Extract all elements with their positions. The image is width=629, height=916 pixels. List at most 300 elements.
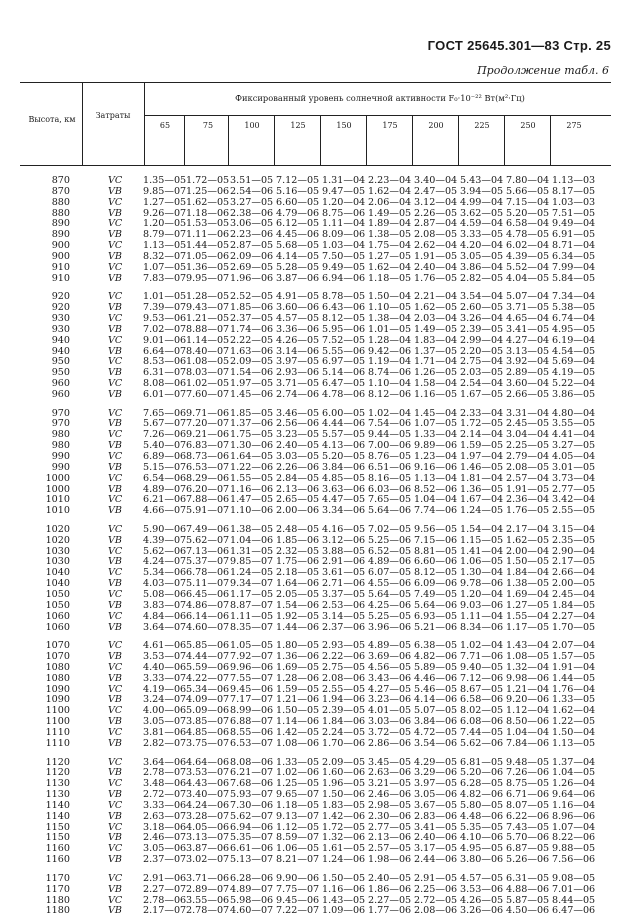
value-cell: 7.22—07	[276, 905, 320, 916]
value-cell: 2.54—04	[460, 378, 504, 390]
value-cell: 1.50—05	[276, 705, 320, 717]
value-cell: 1.84—04	[506, 567, 550, 579]
value-cell: 6.43—06	[322, 302, 366, 314]
value-cell: 2.87—05	[230, 240, 274, 252]
value-cell: 5.37—07	[186, 556, 230, 568]
value-cell: 3.31—04	[506, 407, 550, 419]
value-cell: 6.60—06	[414, 556, 458, 568]
value-cell: 9.96—06	[230, 661, 274, 673]
value-cell: 1.15—05	[460, 534, 504, 546]
value-cell: 3.40—07	[186, 789, 230, 801]
value-cell: 8.22—06	[552, 832, 596, 844]
flux-column-header: 125	[290, 121, 306, 130]
value-cell: 4.20—04	[460, 240, 504, 252]
altitude-cell: 1050	[45, 589, 70, 600]
value-cell: 2.26—05	[414, 207, 458, 219]
value-cell: 8.08—06	[230, 756, 274, 768]
value-cell: 6.71—06	[506, 789, 550, 801]
value-cell: 8.34—06	[460, 621, 504, 633]
value-cell: 6.53—07	[230, 737, 274, 749]
value-cell: 3.97—05	[414, 778, 458, 790]
value-cell: 4.89—05	[368, 640, 412, 652]
value-cell: 4.24—07	[143, 556, 187, 568]
value-cell: 2.93—06	[276, 367, 320, 379]
altitude-cell: 900	[51, 240, 70, 252]
value-cell: 1.13—05	[143, 240, 187, 252]
value-cell: 7.51—05	[552, 207, 596, 219]
value-cell: 1.44—05	[186, 240, 230, 252]
altitude-cell: 1030	[45, 556, 70, 568]
altitude-cell: 910	[51, 272, 70, 284]
value-cell: 1.76—04	[552, 683, 596, 695]
value-cell: 2.37—06	[322, 621, 366, 633]
value-cell: 2.55—05	[552, 505, 596, 517]
value-cell: 7.49—06	[186, 523, 230, 535]
value-cell: 1.22—05	[552, 716, 596, 728]
value-cell: 2.83—06	[414, 810, 458, 822]
cost-cell: VB	[108, 229, 122, 241]
altitude-cell: 1050	[45, 599, 70, 611]
value-cell: 1.72—05	[186, 175, 230, 186]
value-cell: 1.10—05	[368, 302, 412, 314]
value-cell: 1.04—04	[414, 494, 458, 506]
value-cell: 5.34—06	[186, 683, 230, 695]
value-cell: 1.49—05	[368, 207, 412, 219]
cost-cell: VB	[108, 323, 122, 335]
altitude-cell: 1060	[45, 621, 70, 633]
value-cell: 6.07—05	[368, 567, 412, 579]
cost-cell: VC	[108, 356, 123, 368]
value-cell: 7.00—06	[368, 440, 412, 452]
value-cell: 6.91—05	[552, 229, 596, 241]
value-cell: 2.93—05	[322, 640, 366, 652]
value-cell: 6.74—04	[552, 313, 596, 324]
value-cell: 2.24—05	[322, 727, 366, 738]
value-cell: 1.04—06	[230, 534, 274, 546]
value-cell: 6.58—04	[506, 218, 550, 230]
value-cell: 1.60—06	[322, 767, 366, 779]
value-cell: 4.14—05	[276, 250, 320, 262]
value-cell: 1.25—05	[276, 778, 320, 790]
value-cell: 2.39—05	[460, 323, 504, 335]
value-cell: 4.26—05	[460, 894, 504, 906]
value-cell: 7.17—07	[230, 694, 274, 706]
value-cell: 4.72—05	[414, 727, 458, 738]
altitude-cell: 1070	[45, 651, 70, 663]
value-cell: 3.03—05	[276, 451, 320, 462]
value-cell: 1.11—04	[460, 610, 504, 622]
value-cell: 1.37—05	[414, 345, 458, 357]
value-cell: 7.34—04	[552, 291, 596, 303]
cost-cell: VB	[108, 534, 122, 546]
value-cell: 7.65—06	[143, 407, 187, 419]
value-cell: 3.21—05	[368, 778, 412, 790]
value-cell: 2.45—05	[506, 418, 550, 430]
altitude-cell: 940	[51, 334, 70, 346]
cost-cell: VC	[108, 407, 123, 419]
cost-cell: VC	[108, 494, 123, 506]
value-cell: 1.41—04	[460, 545, 504, 557]
value-cell: 1.71—04	[414, 356, 458, 368]
value-cell: 1.27—05	[368, 250, 412, 262]
value-cell: 9.20—06	[506, 694, 550, 706]
altitude-cell: 1000	[45, 483, 70, 495]
value-cell: 5.62—06	[143, 545, 187, 557]
value-cell: 3.45—05	[368, 756, 412, 768]
value-cell: 9.48—05	[506, 756, 550, 768]
value-cell: 6.12—05	[276, 218, 320, 230]
value-cell: 8.35—07	[230, 621, 274, 633]
value-cell: 3.72—05	[368, 727, 412, 738]
value-cell: 4.60—07	[186, 621, 230, 633]
value-cell: 5.14—06	[322, 367, 366, 379]
value-cell: 6.31—07	[143, 367, 187, 379]
value-cell: 5.25—06	[368, 534, 412, 546]
value-cell: 2.20—05	[460, 345, 504, 357]
value-cell: 3.67—05	[414, 799, 458, 811]
value-cell: 3.51—05	[230, 175, 274, 186]
value-cell: 2.40—04	[414, 261, 458, 273]
value-cell: 3.27—05	[230, 196, 274, 208]
value-cell: 6.01—07	[143, 388, 187, 400]
value-cell: 8.78—05	[322, 291, 366, 303]
value-cell: 1.45—06	[230, 388, 274, 400]
value-cell: 2.03—04	[414, 313, 458, 324]
value-cell: 5.90—06	[143, 523, 187, 535]
value-cell: 2.84—05	[276, 472, 320, 484]
value-cell: 2.98—05	[368, 799, 412, 811]
value-cell: 3.05—06	[143, 843, 187, 855]
cost-cell: VC	[108, 640, 123, 652]
cost-cell: VC	[108, 894, 123, 906]
altitude-cell: 880	[51, 196, 70, 208]
value-cell: 2.40—06	[414, 832, 458, 844]
cost-cell: VB	[108, 767, 122, 779]
altitude-cell: 1100	[45, 705, 70, 717]
value-cell: 2.18—05	[276, 567, 320, 579]
value-cell: 3.60—06	[276, 302, 320, 314]
value-cell: 1.16—06	[322, 883, 366, 895]
cost-cell: VC	[108, 683, 123, 695]
value-cell: 2.87—04	[414, 218, 458, 230]
value-cell: 2.89—05	[506, 367, 550, 379]
value-cell: 3.12—06	[322, 534, 366, 546]
value-cell: 2.35—05	[552, 534, 596, 546]
value-cell: 4.10—06	[460, 832, 504, 844]
value-cell: 6.47—06	[552, 905, 596, 916]
value-cell: 7.68—06	[230, 778, 274, 790]
value-cell: 2.17—07	[143, 905, 187, 916]
cost-cell: VB	[108, 883, 122, 895]
value-cell: 5.35—05	[460, 821, 504, 833]
value-cell: 4.86—07	[186, 599, 230, 611]
value-cell: 2.05—05	[276, 589, 320, 600]
value-cell: 8.07—05	[506, 799, 550, 811]
value-cell: 5.93—07	[230, 789, 274, 801]
value-cell: 3.06—05	[230, 218, 274, 230]
value-cell: 1.75—04	[368, 240, 412, 252]
value-cell: 5.89—05	[414, 661, 458, 673]
value-cell: 4.25—06	[368, 599, 412, 611]
value-cell: 1.62—04	[552, 705, 596, 717]
value-cell: 6.78—06	[186, 567, 230, 579]
value-cell: 1.63—06	[230, 345, 274, 357]
value-cell: 1.13—05	[552, 737, 596, 749]
value-cell: 4.26—05	[276, 334, 320, 346]
altitude-cell: 990	[51, 461, 70, 473]
value-cell: 8.02—05	[460, 705, 504, 717]
value-cell: 2.08—06	[322, 672, 366, 684]
value-cell: 4.40—06	[143, 661, 187, 673]
altitude-cell: 1120	[45, 767, 70, 779]
flux-column-header: 75	[202, 121, 214, 130]
value-cell: 2.89—07	[186, 883, 230, 895]
value-cell: 7.92—07	[230, 651, 274, 663]
cost-cell: VB	[108, 185, 122, 197]
value-cell: 5.11—07	[186, 578, 230, 590]
value-cell: 7.15—04	[506, 196, 550, 208]
value-cell: 2.52—05	[230, 291, 274, 303]
cost-cell: VB	[108, 621, 122, 633]
value-cell: 2.22—06	[322, 651, 366, 663]
value-cell: 1.57—05	[552, 651, 596, 663]
value-cell: 1.11—05	[230, 610, 274, 622]
value-cell: 8.96—06	[552, 810, 596, 822]
value-cell: 2.09—05	[230, 356, 274, 368]
cost-cell: VC	[108, 589, 123, 600]
value-cell: 3.69—06	[368, 651, 412, 663]
value-cell: 2.37—07	[143, 854, 187, 866]
value-cell: 6.61—06	[230, 843, 274, 855]
value-cell: 3.14—05	[322, 610, 366, 622]
value-cell: 1.83—05	[322, 799, 366, 811]
value-cell: 2.75—04	[460, 356, 504, 368]
value-cell: 2.77—05	[368, 821, 412, 833]
altitude-cell: 1080	[45, 661, 70, 673]
value-cell: 1.42—05	[276, 727, 320, 738]
value-cell: 1.80—05	[276, 640, 320, 652]
altitude-cell: 900	[51, 250, 70, 262]
value-cell: 7.30—06	[230, 799, 274, 811]
value-cell: 5.43—04	[460, 175, 504, 186]
value-cell: 9.78—06	[460, 578, 504, 590]
value-cell: 7.26—06	[143, 429, 187, 441]
value-cell: 5.08—06	[143, 589, 187, 600]
value-cell: 2.78—07	[186, 905, 230, 916]
altitude-cell: 870	[51, 185, 70, 197]
flux-column-header: 250	[520, 121, 536, 130]
value-cell: 7.43—05	[506, 821, 550, 833]
value-cell: 9.16—06	[414, 461, 458, 473]
value-cell: 1.22—06	[230, 461, 274, 473]
value-cell: 1.28—04	[368, 334, 412, 346]
altitude-cell: 890	[51, 229, 70, 241]
value-cell: 5.20—05	[506, 207, 550, 219]
cost-cell: VC	[108, 313, 123, 324]
value-cell: 5.95—06	[322, 323, 366, 335]
cost-cell: VC	[108, 799, 123, 811]
value-cell: 1.81—04	[460, 472, 504, 484]
value-cell: 5.28—05	[276, 261, 320, 273]
value-cell: 6.34—05	[552, 250, 596, 262]
value-cell: 4.91—05	[276, 291, 320, 303]
value-cell: 1.20—04	[322, 196, 366, 208]
value-cell: 1.91—04	[552, 661, 596, 673]
value-cell: 9.85—07	[230, 556, 274, 568]
value-cell: 6.64—07	[143, 345, 187, 357]
value-cell: 1.92—05	[276, 610, 320, 622]
value-cell: 1.61—05	[322, 843, 366, 855]
value-cell: 1.38—05	[506, 578, 550, 590]
value-cell: 1.01—05	[368, 323, 412, 335]
value-cell: 1.12—04	[506, 705, 550, 717]
cost-cell: VC	[108, 291, 123, 303]
altitude-cell: 1160	[45, 843, 70, 855]
altitude-cell: 970	[51, 418, 70, 430]
value-cell: 4.89—06	[368, 556, 412, 568]
value-cell: 2.91—06	[143, 872, 187, 884]
cost-cell: VC	[108, 705, 123, 717]
value-cell: 1.91—05	[506, 483, 550, 495]
value-cell: 8.12—05	[414, 567, 458, 579]
value-cell: 1.50—05	[322, 872, 366, 884]
value-cell: 4.99—04	[460, 196, 504, 208]
cost-cell: VB	[108, 694, 122, 706]
value-cell: 4.13—06	[322, 440, 366, 452]
value-cell: 2.22—05	[230, 334, 274, 346]
value-cell: 3.53—07	[143, 651, 187, 663]
altitude-cell: 1130	[45, 789, 70, 801]
value-cell: 8.52—06	[414, 483, 458, 495]
value-cell: 4.16—05	[322, 523, 366, 535]
value-cell: 1.25—06	[186, 185, 230, 197]
value-cell: 3.23—05	[276, 429, 320, 441]
value-cell: 2.82—07	[143, 737, 187, 749]
value-cell: 8.40—07	[186, 345, 230, 357]
value-cell: 1.35—05	[143, 175, 187, 186]
value-cell: 3.54—06	[414, 737, 458, 749]
value-cell: 4.19—06	[143, 683, 187, 695]
value-cell: 1.02—05	[186, 378, 230, 390]
value-cell: 1.17—05	[506, 621, 550, 633]
value-cell: 1.07—05	[143, 261, 187, 273]
value-cell: 1.50—06	[322, 789, 366, 801]
altitude-cell: 1170	[45, 872, 70, 884]
value-cell: 5.64—06	[414, 599, 458, 611]
value-cell: 9.65—07	[276, 789, 320, 801]
value-cell: 1.62—04	[368, 185, 412, 197]
value-cell: 1.36—06	[276, 651, 320, 663]
value-cell: 5.34—06	[143, 567, 187, 579]
value-cell: 1.64—06	[276, 578, 320, 590]
value-cell: 2.37—05	[230, 313, 274, 324]
value-cell: 5.40—07	[143, 440, 187, 452]
value-cell: 9.43—07	[186, 302, 230, 314]
value-cell: 2.25—05	[506, 440, 550, 452]
value-cell: 4.03—07	[143, 578, 187, 590]
value-cell: 1.62—05	[506, 534, 550, 546]
value-cell: 8.73—06	[186, 451, 230, 462]
value-cell: 9.95—07	[186, 272, 230, 284]
altitude-cell: 1130	[45, 778, 70, 790]
cost-cell: VB	[108, 461, 122, 473]
altitude-cell: 990	[51, 451, 70, 462]
value-cell: 1.53—05	[186, 218, 230, 230]
value-cell: 4.66—07	[143, 505, 187, 517]
value-cell: 3.05—06	[414, 789, 458, 801]
value-cell: 1.13—03	[552, 175, 596, 186]
value-cell: 7.26—06	[506, 767, 550, 779]
value-cell: 5.16—05	[276, 185, 320, 197]
value-cell: 7.56—06	[552, 854, 596, 866]
value-cell: 1.33—04	[414, 429, 458, 441]
value-cell: 6.02—04	[506, 240, 550, 252]
value-cell: 4.41—04	[552, 429, 596, 441]
value-cell: 5.62—07	[230, 810, 274, 822]
value-cell: 4.88—06	[506, 883, 550, 895]
value-cell: 7.12—05	[276, 175, 320, 186]
value-cell: 7.75—07	[276, 883, 320, 895]
value-cell: 4.48—06	[460, 810, 504, 822]
value-cell: 2.27—05	[368, 894, 412, 906]
value-cell: 4.56—05	[368, 661, 412, 673]
cost-cell: VC	[108, 567, 123, 579]
value-cell: 9.45—06	[230, 683, 274, 695]
value-cell: 7.65—05	[368, 494, 412, 506]
value-cell: 4.44—07	[186, 651, 230, 663]
cost-cell: VC	[108, 545, 123, 557]
value-cell: 3.86—05	[552, 388, 596, 400]
value-cell: 1.13—04	[414, 472, 458, 484]
value-cell: 7.01—06	[552, 883, 596, 895]
altitude-cell: 960	[51, 388, 70, 400]
value-cell: 1.62—05	[186, 196, 230, 208]
value-cell: 9.34—07	[230, 578, 274, 590]
value-cell: 1.24—05	[230, 567, 274, 579]
value-cell: 5.07—05	[414, 705, 458, 717]
value-cell: 1.44—06	[276, 621, 320, 633]
value-cell: 3.71—05	[506, 302, 550, 314]
value-cell: 1.32—04	[506, 661, 550, 673]
value-cell: 4.59—04	[460, 218, 504, 230]
value-cell: 3.43—06	[368, 672, 412, 684]
value-cell: 3.37—05	[322, 589, 366, 600]
value-cell: 1.21—04	[506, 683, 550, 695]
value-cell: 4.05—06	[186, 821, 230, 833]
value-cell: 2.00—06	[276, 505, 320, 517]
value-cell: 4.65—04	[506, 313, 550, 324]
value-cell: 9.88—05	[552, 843, 596, 855]
value-cell: 1.62—05	[414, 302, 458, 314]
value-cell: 1.20—04	[460, 589, 504, 600]
cost-cell: VC	[108, 821, 123, 833]
value-cell: 8.03—07	[186, 367, 230, 379]
value-cell: 1.28—06	[276, 672, 320, 684]
value-cell: 5.25—05	[368, 610, 412, 622]
value-cell: 2.91—05	[414, 872, 458, 884]
value-cell: 3.63—06	[322, 483, 366, 495]
value-cell: 2.23—04	[368, 175, 412, 186]
value-cell: 2.39—05	[322, 705, 366, 717]
altitude-cell: 1140	[45, 799, 70, 811]
value-cell: 1.02—06	[276, 767, 320, 779]
altitude-cell: 970	[51, 407, 70, 419]
value-cell: 3.41—05	[414, 821, 458, 833]
value-cell: 7.15—06	[414, 534, 458, 546]
value-cell: 2.71—06	[322, 578, 366, 590]
value-cell: 4.39—05	[506, 250, 550, 262]
value-cell: 3.01—05	[552, 461, 596, 473]
